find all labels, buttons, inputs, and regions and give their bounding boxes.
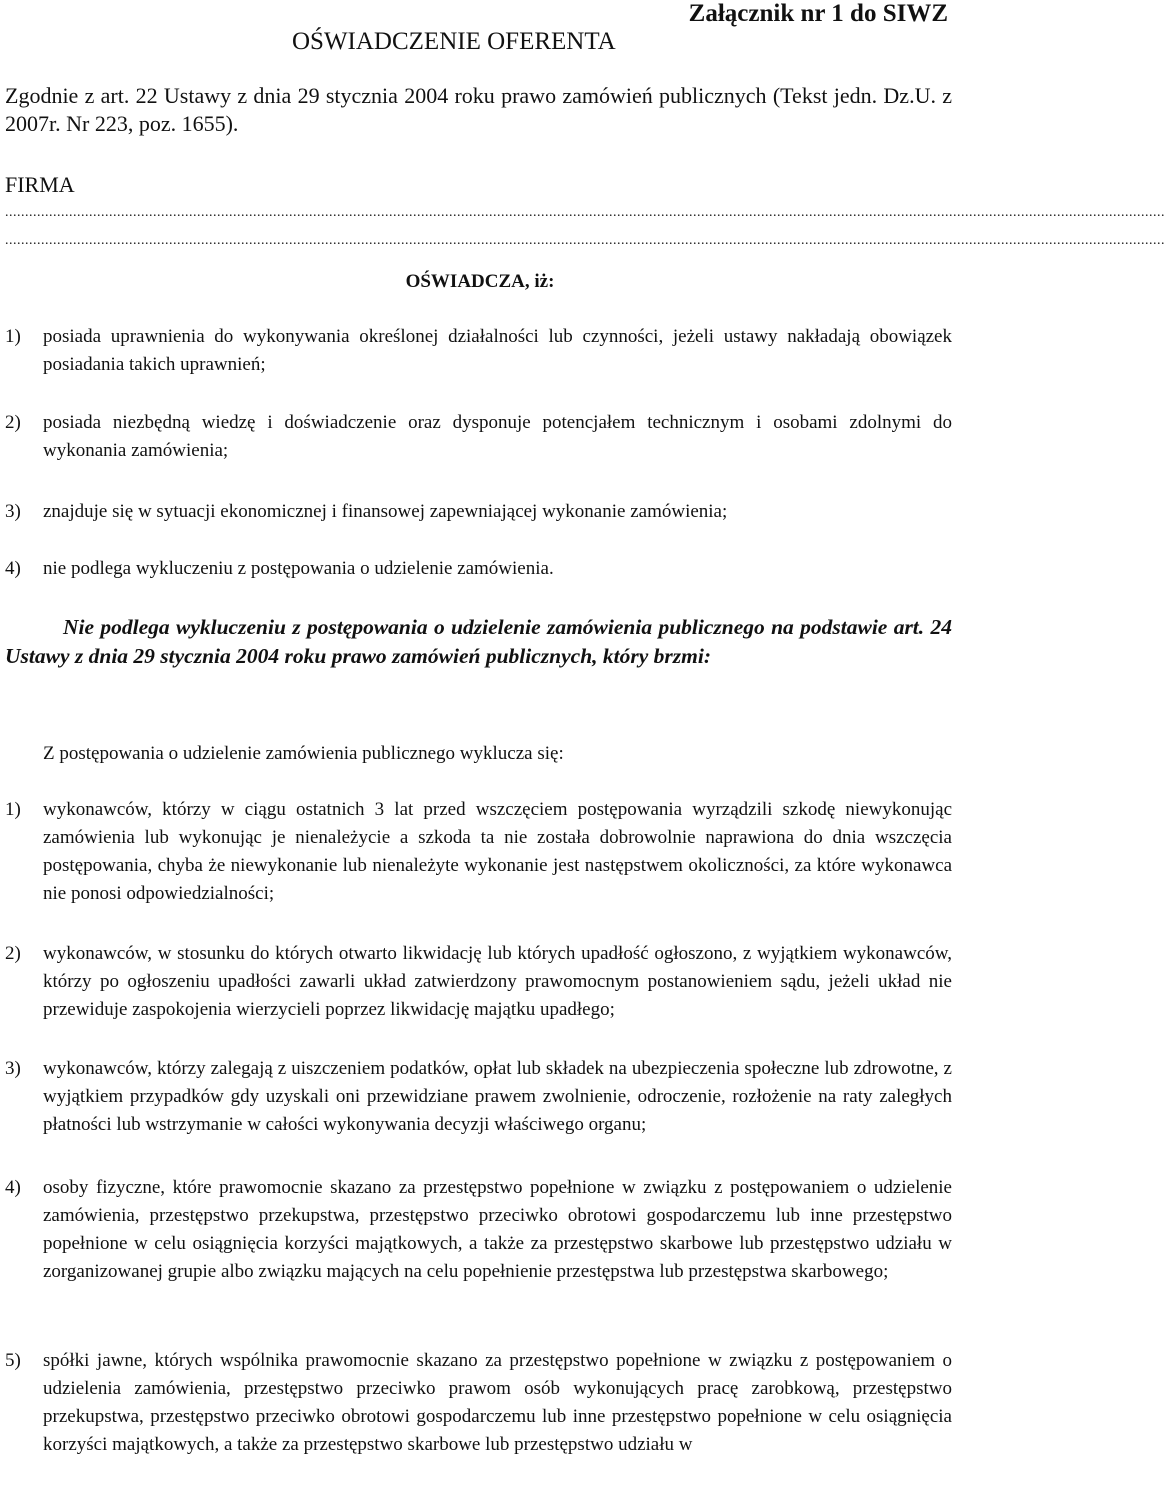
declares-heading: OŚWIADCZA, iż: — [405, 271, 555, 292]
declaration-number: 2) — [5, 412, 21, 433]
declaration-text: posiada uprawnienia do wykonywania określonej działalności lub czynności, jeżeli ustawy nakładają obowiązek posiadania takich uprawnień; — [43, 326, 952, 375]
exclusion-number: 4) — [5, 1177, 21, 1198]
declaration-number: 3) — [5, 501, 21, 522]
art24-heading: Nie podlega wykluczeniu z postępowania o udzielenie zamówienia publicznego na podstawie art. 24 Ustawy z dnia 29 stycznia 2004 roku prawo zamówień publicznych, który brzmi: — [5, 615, 952, 668]
firma-dotted-line-2: .................................................................................................................................................................................................................................................................................................. — [5, 233, 1165, 248]
exclusion-item — [5, 796, 952, 908]
annex-label: Załącznik nr 1 do SIWZ — [688, 0, 948, 27]
exclusion-text: wykonawców, którzy zalegają z uiszczeniem podatków, opłat lub składek na ubezpieczenia społeczne lub zdrowotne, z wyjątkiem przypadków gdy uzyskali oni przewidziane prawem zwolnienie, odroczenie, rozłożenie na raty zaległych płatności lub wstrzymanie w całości wykonywania decyzji właściwego organu; — [43, 1058, 952, 1135]
firma-dotted-line-1: .................................................................................................................................................................................................................................................................................................. — [5, 205, 1165, 220]
exclusion-number: 3) — [5, 1058, 21, 1079]
declaration-item — [5, 409, 952, 465]
exclusion-intro: Z postępowania o udzielenie zamówienia publicznego wyklucza się: — [43, 743, 564, 764]
exclusion-number: 2) — [5, 943, 21, 964]
exclusion-item — [5, 1174, 952, 1286]
declaration-item — [5, 498, 952, 526]
exclusion-text: spółki jawne, których wspólnika prawomocnie skazano za przestępstwo popełnione w związku z postępowaniem o udzielenia zamówienia, przestępstwo przeciwko prawom osób wykonujących pracę zarobkową, przestępstwo przekupstwa, przestępstwo przeciwko obrotowi gospodarczemu lub inne przestępstwo popełnione w celu osiągnięcia korzyści majątkowych, a także za przestępstwo skarbowe lub przestępstwo udziału w — [43, 1350, 952, 1455]
declaration-number: 1) — [5, 326, 21, 347]
exclusion-item — [5, 940, 952, 1024]
exclusion-item — [5, 1347, 952, 1459]
document-title: OŚWIADCZENIE OFERENTA — [292, 28, 616, 55]
firma-label: FIRMA — [5, 172, 75, 197]
intro-paragraph: Zgodnie z art. 22 Ustawy z dnia 29 stycznia 2004 roku prawo zamówień publicznych (Tekst jedn. Dz.U. z 2007r. Nr 223, poz. 1655). — [5, 83, 952, 136]
declaration-number: 4) — [5, 558, 21, 579]
declaration-text: posiada niezbędną wiedzę i doświadczenie oraz dysponuje potencjałem technicznym i osobami zdolnymi do wykonania zamówienia; — [43, 412, 952, 461]
exclusion-text: osoby fizyczne, które prawomocnie skazano za przestępstwo popełnione w związku z postępowaniem o udzielenie zamówienia, przestępstwo przekupstwa, przestępstwo przeciwko obrotowi gospodarczemu lub inne przestępstwo popełnione w celu osiągnięcia korzyści majątkowych, a także za przestępstwo skarbowe lub przestępstwo udziału w zorganizowanej grupie albo związku mających na celu popełnienie przestępstwa lub przestępstwa skarbowego; — [43, 1177, 952, 1282]
exclusion-text: wykonawców, którzy w ciągu ostatnich 3 lat przed wszczęciem postępowania wyrządzili szkodę niewykonując zamówienia lub wykonując je nienależycie a szkoda ta nie została dobrowolnie naprawiona do dnia wszczęcia postępowania, chyba że niewykonanie lub nienależyte wykonanie jest następstwem okoliczności, za które wykonawca nie ponosi odpowiedzialności; — [43, 799, 952, 904]
exclusion-number: 1) — [5, 799, 21, 820]
exclusion-text: wykonawców, w stosunku do których otwarto likwidację lub których upadłość ogłoszono, z wyjątkiem wykonawców, którzy po ogłoszeniu upadłości zawarli układ zatwierdzony prawomocnym postanowieniem sądu, jeżeli układ nie przewiduje zaspokojenia wierzycieli poprzez likwidację majątku upadłego; — [43, 943, 952, 1020]
exclusion-item — [5, 1055, 952, 1139]
declaration-text: nie podlega wykluczeniu z postępowania o udzielenie zamówienia. — [43, 558, 554, 579]
declaration-item — [5, 555, 952, 583]
declaration-text: znajduje się w sytuacji ekonomicznej i finansowej zapewniającej wykonanie zamówienia; — [43, 501, 728, 522]
exclusion-number: 5) — [5, 1350, 21, 1371]
declaration-item — [5, 323, 952, 379]
